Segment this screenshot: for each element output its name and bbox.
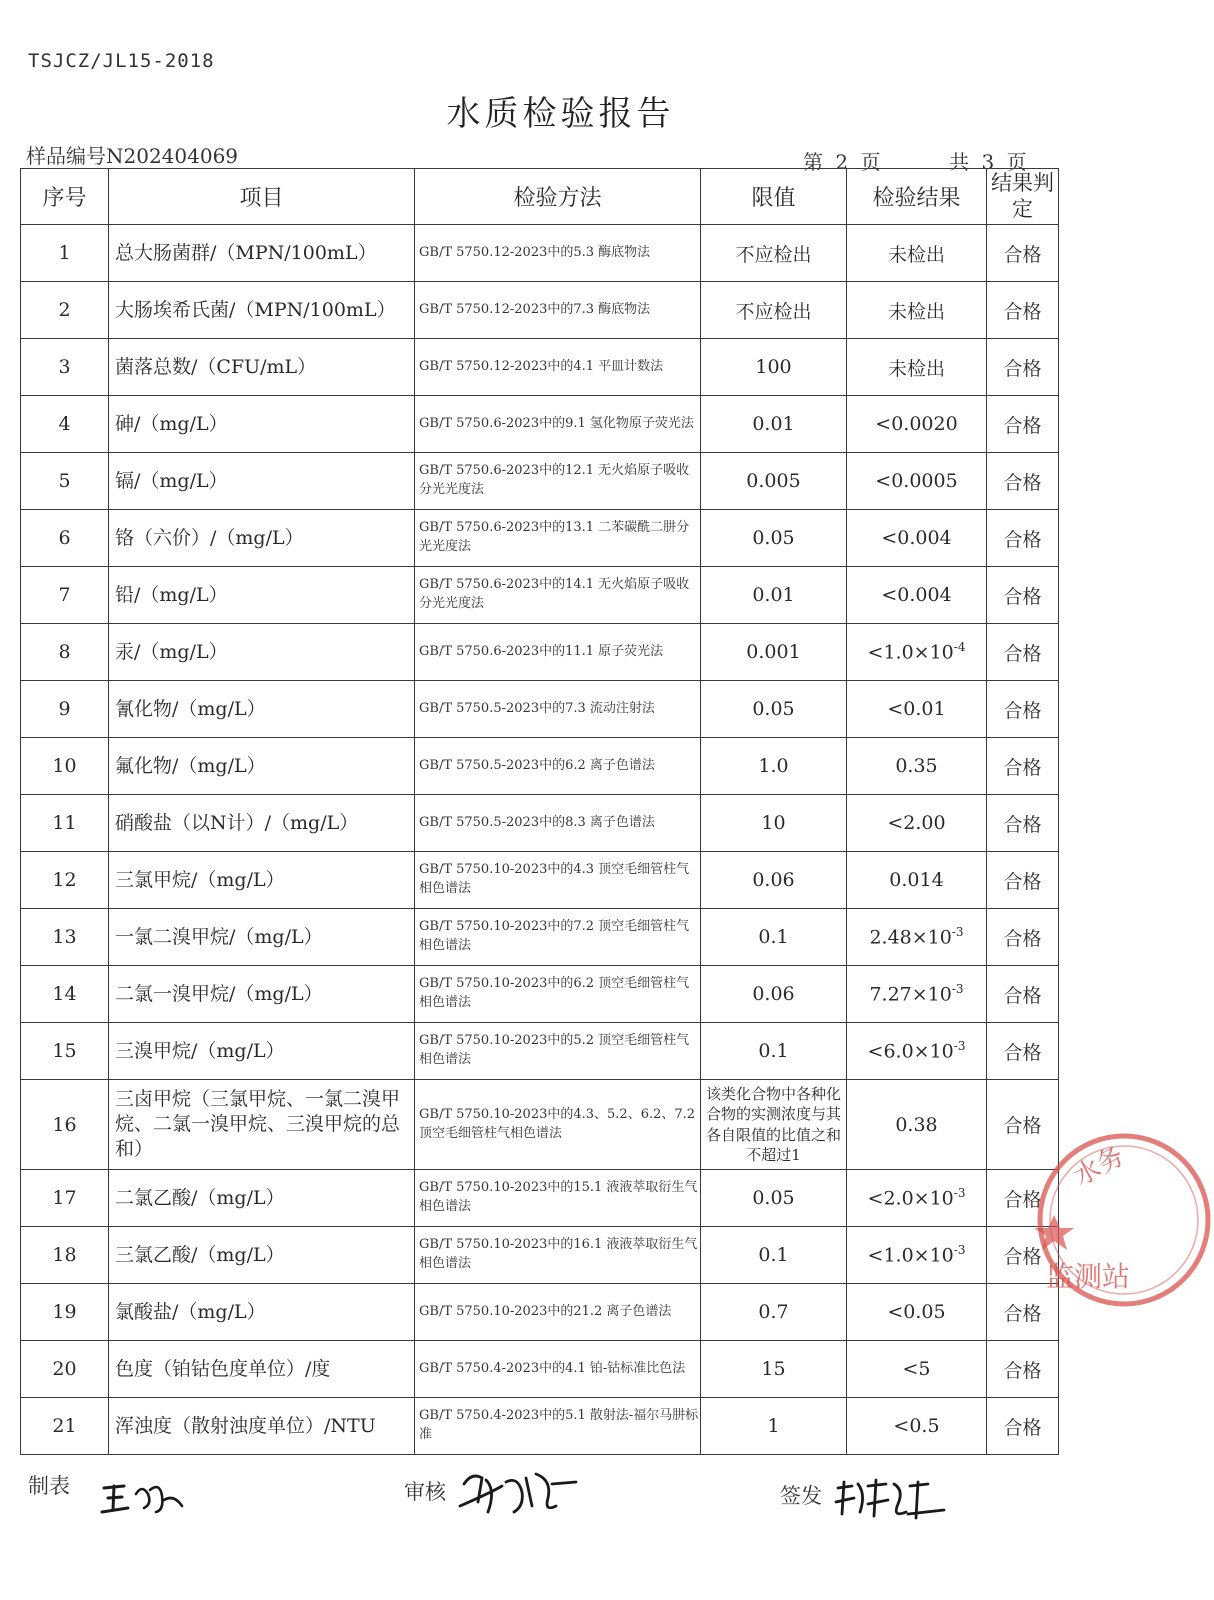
row-result-exponent: -3 (953, 1039, 966, 1054)
page-total-prefix: 共 (949, 150, 970, 174)
page-total-word: 页 (1006, 150, 1027, 174)
row-result (847, 966, 987, 1023)
row-result-exponent: -3 (951, 925, 964, 940)
row-judgement: 合格 (987, 567, 1059, 624)
reviewed-signature (452, 1462, 582, 1524)
signature-footer (0, 1470, 1121, 1530)
row-result-value: 2.48×10 (869, 926, 952, 949)
row-result-value: <0.0020 (875, 413, 958, 435)
row-result-value: 未检出 (887, 243, 945, 266)
row-judgement: 合格 (987, 909, 1059, 966)
row-number: 2 (21, 282, 109, 339)
inspection-table (20, 168, 1059, 1455)
sample-number-label: 样品编号 (26, 144, 106, 168)
row-result-value: <2.00 (887, 812, 946, 834)
row-judgement: 合格 (987, 1284, 1059, 1341)
row-result (847, 738, 987, 795)
row-method: GB/T 5750.4-2023中的4.1 铂-钴标准比色法 (415, 1341, 701, 1398)
page-current: 2 (835, 150, 849, 174)
row-limit: 0.05 (701, 681, 847, 738)
page-total: 3 (981, 150, 995, 174)
row-item: 汞/（mg/L） (109, 624, 415, 681)
row-result (847, 567, 987, 624)
row-number: 15 (21, 1023, 109, 1080)
row-method: GB/T 5750.10-2023中的21.2 离子色谱法 (415, 1284, 701, 1341)
row-judgement: 合格 (987, 1170, 1059, 1227)
table-header-row (21, 169, 1059, 225)
row-number: 9 (21, 681, 109, 738)
row-result-exponent: -3 (953, 1186, 966, 1201)
row-method: GB/T 5750.6-2023中的11.1 原子荧光法 (415, 624, 701, 681)
row-judgement: 合格 (987, 339, 1059, 396)
row-limit: 15 (701, 1341, 847, 1398)
sample-number-value: N202404069 (106, 144, 239, 168)
row-limit: 1 (701, 1398, 847, 1455)
row-limit: 0.005 (701, 453, 847, 510)
row-result (847, 1023, 987, 1080)
row-item: 二氯一溴甲烷/（mg/L） (109, 966, 415, 1023)
row-judgement: 合格 (987, 1080, 1059, 1170)
row-judgement: 合格 (987, 1341, 1059, 1398)
row-judgement: 合格 (987, 225, 1059, 282)
row-result-exponent: -3 (953, 1243, 966, 1258)
row-number: 5 (21, 453, 109, 510)
row-result-value: 未检出 (887, 300, 945, 323)
row-result (847, 852, 987, 909)
row-limit: 0.05 (701, 510, 847, 567)
row-item: 总大肠菌群/（MPN/100mL） (109, 225, 415, 282)
row-item: 菌落总数/（CFU/mL） (109, 339, 415, 396)
page-title: 水质检验报告 (446, 94, 675, 134)
row-method: GB/T 5750.10-2023中的16.1 液液萃取衍生气相色谱法 (415, 1227, 701, 1284)
row-result-value: 0.014 (889, 869, 944, 891)
table-row (21, 282, 1059, 339)
row-number: 4 (21, 396, 109, 453)
row-limit: 0.06 (701, 852, 847, 909)
row-result-exponent: -4 (953, 640, 966, 655)
row-limit: 0.7 (701, 1284, 847, 1341)
row-limit: 0.1 (701, 1023, 847, 1080)
table-row (21, 453, 1059, 510)
row-result (847, 396, 987, 453)
table-row (21, 567, 1059, 624)
row-result (847, 909, 987, 966)
table-row (21, 795, 1059, 852)
row-limit: 1.0 (701, 738, 847, 795)
prepared-signature (98, 1476, 188, 1520)
row-result (847, 1170, 987, 1227)
row-judgement: 合格 (987, 510, 1059, 567)
row-limit: 该类化合物中各种化合物的实测浓度与其各自限值的比值之和不超过1 (701, 1080, 847, 1170)
row-number: 14 (21, 966, 109, 1023)
row-limit: 0.1 (701, 1227, 847, 1284)
row-number: 8 (21, 624, 109, 681)
table-row (21, 1227, 1059, 1284)
row-item: 三卤甲烷（三氯甲烷、一氯二溴甲烷、二氯一溴甲烷、三溴甲烷的总和） (109, 1080, 415, 1170)
table-row (21, 1023, 1059, 1080)
row-method: GB/T 5750.10-2023中的15.1 液液萃取衍生气相色谱法 (415, 1170, 701, 1227)
row-result (847, 1227, 987, 1284)
row-method: GB/T 5750.12-2023中的7.3 酶底物法 (415, 282, 701, 339)
row-item: 大肠埃希氏菌/（MPN/100mL） (109, 282, 415, 339)
row-item: 砷/（mg/L） (109, 396, 415, 453)
table-row (21, 1080, 1059, 1170)
row-judgement: 合格 (987, 1227, 1059, 1284)
header-result: 检验结果 (847, 169, 987, 225)
row-number: 6 (21, 510, 109, 567)
row-item: 氰化物/（mg/L） (109, 681, 415, 738)
row-result (847, 624, 987, 681)
header-method: 检验方法 (415, 169, 701, 225)
row-method: GB/T 5750.6-2023中的14.1 无火焰原子吸收分光光度法 (415, 567, 701, 624)
row-item: 铅/（mg/L） (109, 567, 415, 624)
table-row (21, 852, 1059, 909)
row-result-value: 未检出 (887, 357, 945, 380)
issued-signature (832, 1474, 952, 1526)
row-limit: 100 (701, 339, 847, 396)
row-item: 氟化物/（mg/L） (109, 738, 415, 795)
row-judgement: 合格 (987, 624, 1059, 681)
header-no: 序号 (21, 169, 109, 225)
row-limit: 0.001 (701, 624, 847, 681)
table-row (21, 396, 1059, 453)
table-row (21, 339, 1059, 396)
row-number: 11 (21, 795, 109, 852)
row-number: 18 (21, 1227, 109, 1284)
row-method: GB/T 5750.6-2023中的13.1 二苯碳酰二肼分光光度法 (415, 510, 701, 567)
row-judgement: 合格 (987, 282, 1059, 339)
row-item: 二氯乙酸/（mg/L） (109, 1170, 415, 1227)
row-item: 三氯乙酸/（mg/L） (109, 1227, 415, 1284)
row-judgement: 合格 (987, 852, 1059, 909)
prepared-label: 制表 (28, 1474, 70, 1498)
row-limit: 0.01 (701, 567, 847, 624)
row-method: GB/T 5750.5-2023中的7.3 流动注射法 (415, 681, 701, 738)
row-number: 1 (21, 225, 109, 282)
row-result (847, 1284, 987, 1341)
row-judgement: 合格 (987, 453, 1059, 510)
row-limit: 0.06 (701, 966, 847, 1023)
row-method: GB/T 5750.5-2023中的8.3 离子色谱法 (415, 795, 701, 852)
row-number: 16 (21, 1080, 109, 1170)
table-row (21, 681, 1059, 738)
header-limit: 限值 (701, 169, 847, 225)
row-number: 17 (21, 1170, 109, 1227)
row-result (847, 225, 987, 282)
page-prefix: 第 (803, 150, 823, 174)
row-limit: 不应检出 (701, 225, 847, 282)
row-judgement: 合格 (987, 396, 1059, 453)
header-item: 项目 (109, 169, 415, 225)
row-item: 三氯甲烷/（mg/L） (109, 852, 415, 909)
row-result-value: <0.0005 (875, 470, 958, 492)
row-limit: 不应检出 (701, 282, 847, 339)
row-method: GB/T 5750.12-2023中的5.3 酶底物法 (415, 225, 701, 282)
svg-text:监测站: 监测站 (1046, 1260, 1131, 1293)
row-number: 19 (21, 1284, 109, 1341)
row-result (847, 510, 987, 567)
row-method: GB/T 5750.12-2023中的4.1 平皿计数法 (415, 339, 701, 396)
header-judge: 结果判定 (987, 169, 1059, 225)
row-item: 一氯二溴甲烷/（mg/L） (109, 909, 415, 966)
row-item: 色度（铂钴色度单位）/度 (109, 1341, 415, 1398)
row-number: 12 (21, 852, 109, 909)
row-result-value: <0.01 (887, 698, 946, 720)
row-number: 10 (21, 738, 109, 795)
row-item: 三溴甲烷/（mg/L） (109, 1023, 415, 1080)
row-judgement: 合格 (987, 738, 1059, 795)
row-result-value: 0.35 (895, 755, 938, 777)
row-method: GB/T 5750.10-2023中的4.3、5.2、6.2、7.2 顶空毛细管柱气相色谱法 (415, 1080, 701, 1170)
page-word: 页 (860, 150, 881, 174)
row-result-value: <1.0×10 (867, 641, 954, 664)
table-row (21, 510, 1059, 567)
row-result-value: 0.38 (895, 1113, 938, 1136)
row-result-value: <5 (902, 1358, 931, 1380)
issued-label: 签发 (780, 1484, 822, 1508)
table-row (21, 909, 1059, 966)
row-item: 硝酸盐（以N计）/（mg/L） (109, 795, 415, 852)
row-number: 3 (21, 339, 109, 396)
row-result (847, 681, 987, 738)
table-row (21, 966, 1059, 1023)
row-result-value: <0.004 (881, 584, 952, 606)
row-judgement: 合格 (987, 1023, 1059, 1080)
document-code: TSJCZ/JL15-2018 (28, 50, 215, 72)
table-row (21, 1398, 1059, 1455)
row-method: GB/T 5750.4-2023中的5.1 散射法-福尔马肼标准 (415, 1398, 701, 1455)
row-judgement: 合格 (987, 795, 1059, 852)
sample-number (26, 140, 238, 169)
row-result-value: <0.5 (893, 1415, 940, 1437)
row-limit: 0.01 (701, 396, 847, 453)
table-row (21, 1170, 1059, 1227)
row-judgement: 合格 (987, 1398, 1059, 1455)
row-limit: 0.05 (701, 1170, 847, 1227)
row-method: GB/T 5750.6-2023中的9.1 氢化物原子荧光法 (415, 396, 701, 453)
row-result-value: <2.0×10 (867, 1187, 954, 1210)
row-result (847, 453, 987, 510)
reviewed-label: 审核 (404, 1480, 446, 1504)
row-judgement: 合格 (987, 681, 1059, 738)
row-number: 13 (21, 909, 109, 966)
row-result (847, 282, 987, 339)
row-number: 21 (21, 1398, 109, 1455)
row-judgement: 合格 (987, 966, 1059, 1023)
row-method: GB/T 5750.5-2023中的6.2 离子色谱法 (415, 738, 701, 795)
row-result (847, 1398, 987, 1455)
row-method: GB/T 5750.10-2023中的5.2 顶空毛细管柱气相色谱法 (415, 1023, 701, 1080)
row-method: GB/T 5750.10-2023中的7.2 顶空毛细管柱气相色谱法 (415, 909, 701, 966)
row-limit: 10 (701, 795, 847, 852)
table-row (21, 738, 1059, 795)
svg-text:水务: 水务 (1069, 1141, 1130, 1193)
row-result (847, 1080, 987, 1170)
row-result-value: <0.05 (887, 1301, 946, 1323)
row-item: 铬（六价）/（mg/L） (109, 510, 415, 567)
row-result-value: <0.004 (881, 527, 952, 549)
row-item: 镉/（mg/L） (109, 453, 415, 510)
row-result (847, 1341, 987, 1398)
row-number: 7 (21, 567, 109, 624)
table-row (21, 1341, 1059, 1398)
row-number: 20 (21, 1341, 109, 1398)
row-result-value: <6.0×10 (867, 1040, 954, 1063)
table-row (21, 1284, 1059, 1341)
table-row (21, 225, 1059, 282)
row-result-value: 7.27×10 (869, 983, 952, 1006)
row-item: 浑浊度（散射浊度单位）/NTU (109, 1398, 415, 1455)
row-result (847, 339, 987, 396)
row-result-exponent: -3 (951, 982, 964, 997)
official-seal (1034, 1120, 1214, 1320)
row-method: GB/T 5750.10-2023中的6.2 顶空毛细管柱气相色谱法 (415, 966, 701, 1023)
row-method: GB/T 5750.10-2023中的4.3 顶空毛细管柱气相色谱法 (415, 852, 701, 909)
row-item: 氯酸盐/（mg/L） (109, 1284, 415, 1341)
table-row (21, 624, 1059, 681)
row-method: GB/T 5750.6-2023中的12.1 无火焰原子吸收分光光度法 (415, 453, 701, 510)
row-result-value: <1.0×10 (867, 1244, 954, 1267)
row-limit: 0.1 (701, 909, 847, 966)
row-result (847, 795, 987, 852)
